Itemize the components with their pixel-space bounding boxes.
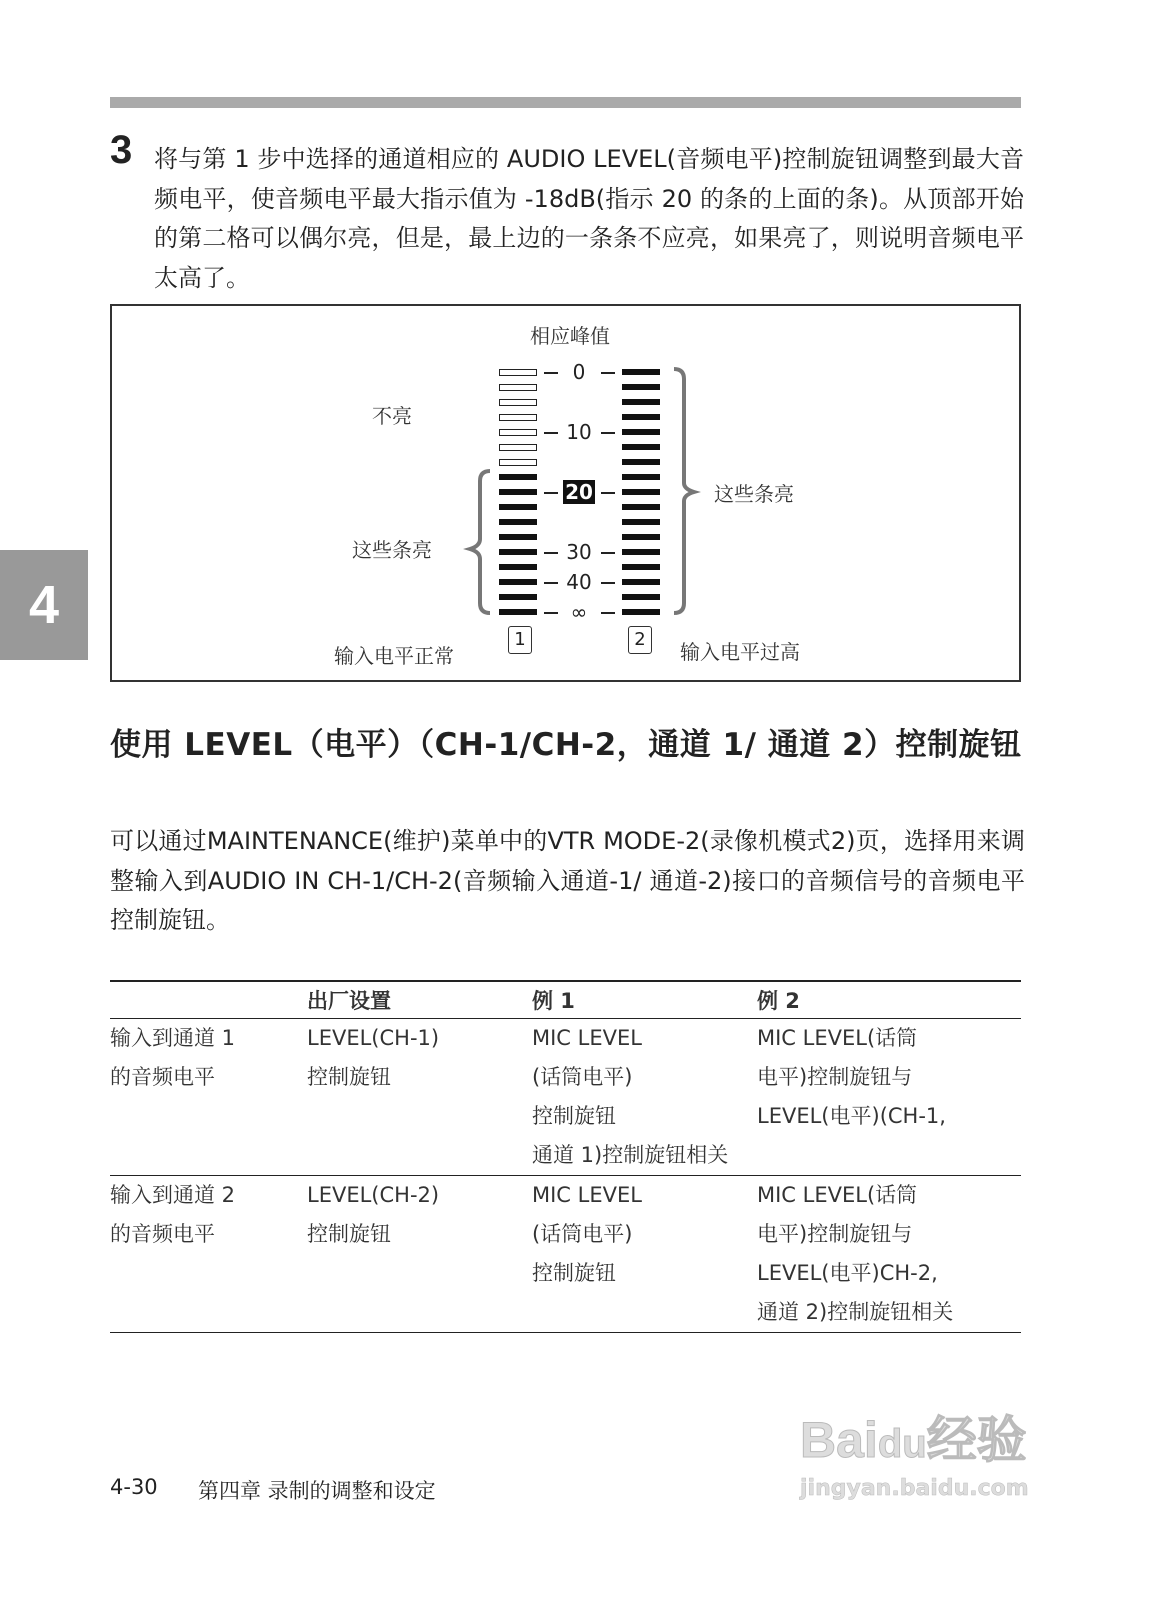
meter1-bar: [499, 399, 537, 406]
watermark-logo: Baidu经验 jingyan.baidu.com: [800, 1412, 1029, 1501]
tick-dash: [544, 432, 558, 434]
scale-tick-label: 0: [572, 360, 586, 384]
diagram-title: 相应峰值: [530, 324, 610, 348]
tick-dash: [601, 372, 615, 374]
chapter-title: 第四章 录制的调整和设定: [198, 1479, 436, 1503]
cell: LEVEL(CH-2) 控制旋钮: [307, 1175, 532, 1332]
meter1-bar: [499, 534, 537, 540]
meter1-number: 1: [508, 626, 532, 654]
settings-table: [110, 980, 1021, 1333]
meter2-bar: [622, 534, 660, 540]
meter2-bar: [622, 399, 660, 405]
tick-dash: [544, 492, 558, 494]
meter1-bar: [499, 609, 537, 615]
chapter-tab: 4: [0, 550, 88, 660]
tick-dash: [601, 612, 615, 614]
meter2-bar: [622, 384, 660, 390]
left-on-label: 这些条亮: [352, 538, 432, 562]
meter2-bar: [622, 489, 660, 495]
meter2-bar: [622, 414, 660, 420]
meter1-bar: [499, 444, 537, 451]
tick-dash: [544, 582, 558, 584]
meter1-bar: [499, 519, 537, 525]
tick-dash: [544, 372, 558, 374]
right-on-label: 这些条亮: [714, 482, 794, 506]
right-brace: [674, 369, 694, 613]
header-blank: [110, 981, 307, 1018]
section-heading: 使用 LEVEL（电平）（CH-1/CH-2，通道 1/ 通道 2）控制旋钮: [110, 727, 1022, 763]
cell: 输入到通道 1 的音频电平: [110, 1018, 307, 1175]
meter1-bar: [499, 414, 537, 421]
meter1-bar: [499, 594, 537, 600]
cell: 输入到通道 2 的音频电平: [110, 1175, 307, 1332]
scale-tick-label: 40: [566, 570, 592, 594]
step-number: 3: [110, 128, 133, 172]
tick-dash: [601, 492, 615, 494]
tick-dash: [544, 612, 558, 614]
meter2-bar: [622, 549, 660, 555]
left-brace: [470, 471, 490, 613]
meter1-bar: [499, 504, 537, 510]
scale-tick-label: 20: [565, 480, 593, 504]
scale-tick-label: ∞: [570, 600, 588, 624]
meter2-bar: [622, 579, 660, 585]
page-number: 4-30: [110, 1475, 158, 1499]
meter1-bar: [499, 564, 537, 570]
meter2-number: 2: [628, 626, 652, 654]
meter2-bar: [622, 519, 660, 525]
meter1-label: 输入电平正常: [334, 644, 454, 668]
level-meter-diagram: [110, 304, 1021, 682]
tick-dash: [601, 582, 615, 584]
top-rule: [110, 97, 1021, 108]
meter2-label: 输入电平过高: [680, 640, 800, 664]
meter1-bar: [499, 384, 537, 391]
meter1-bar: [499, 579, 537, 585]
tick-dash: [544, 552, 558, 554]
meter2-bar: [622, 564, 660, 570]
step-text: 将与第 1 步中选择的通道相应的 AUDIO LEVEL(音频电平)控制旋钮调整到最大音频电平，使音频电平最大指示值为 -18dB(指示 20 的条的上面的条)。从顶部开始的第二格可以偶尔亮，但是，最上边的一条条不应亮，如果亮了，则说明音频电平太高了。: [154, 145, 1024, 292]
header-example2: 例 2: [757, 981, 1021, 1018]
section-body: 可以通过MAINTENANCE(维护)菜单中的VTR MODE-2(录像机模式2)页，选择用来调整输入到AUDIO IN CH-1/CH-2(音频输入通道-1/ 通道-2)接口的音频信号的音频电平控制旋钮。: [110, 827, 1025, 934]
meter1-bar: [499, 459, 537, 466]
table-row: [110, 1018, 1021, 1175]
tick-dash: [601, 552, 615, 554]
scale-tick-label: 10: [566, 420, 592, 444]
off-label: 不亮: [372, 404, 412, 428]
meter1-bar: [499, 489, 537, 495]
meter1-bar: [499, 369, 537, 376]
meter2-bar: [622, 504, 660, 510]
header-example1: 例 1: [532, 981, 757, 1018]
scale-tick-label: 30: [566, 540, 592, 564]
tick-dash: [601, 432, 615, 434]
cell: MIC LEVEL(话筒 电平)控制旋钮与 LEVEL(电平)CH-2, 通道 2)控制旋钮相关: [757, 1175, 1021, 1332]
meter2-bar: [622, 369, 660, 375]
cell: MIC LEVEL (话筒电平) 控制旋钮 通道 1)控制旋钮相关: [532, 1018, 757, 1175]
meter1-bar: [499, 474, 537, 480]
meter2-bar: [622, 474, 660, 480]
cell: LEVEL(CH-1) 控制旋钮: [307, 1018, 532, 1175]
meter2-bar: [622, 429, 660, 435]
cell: MIC LEVEL (话筒电平) 控制旋钮: [532, 1175, 757, 1332]
header-factory: 出厂设置: [307, 981, 532, 1018]
meter2-bar: [622, 594, 660, 600]
meter2-bar: [622, 444, 660, 450]
meter1-bar: [499, 429, 537, 436]
meter2-bar: [622, 459, 660, 465]
meter1-bar: [499, 549, 537, 555]
table-row: [110, 1175, 1021, 1332]
cell: MIC LEVEL(话筒 电平)控制旋钮与 LEVEL(电平)(CH-1,: [757, 1018, 1021, 1175]
meter2-bar: [622, 609, 660, 615]
